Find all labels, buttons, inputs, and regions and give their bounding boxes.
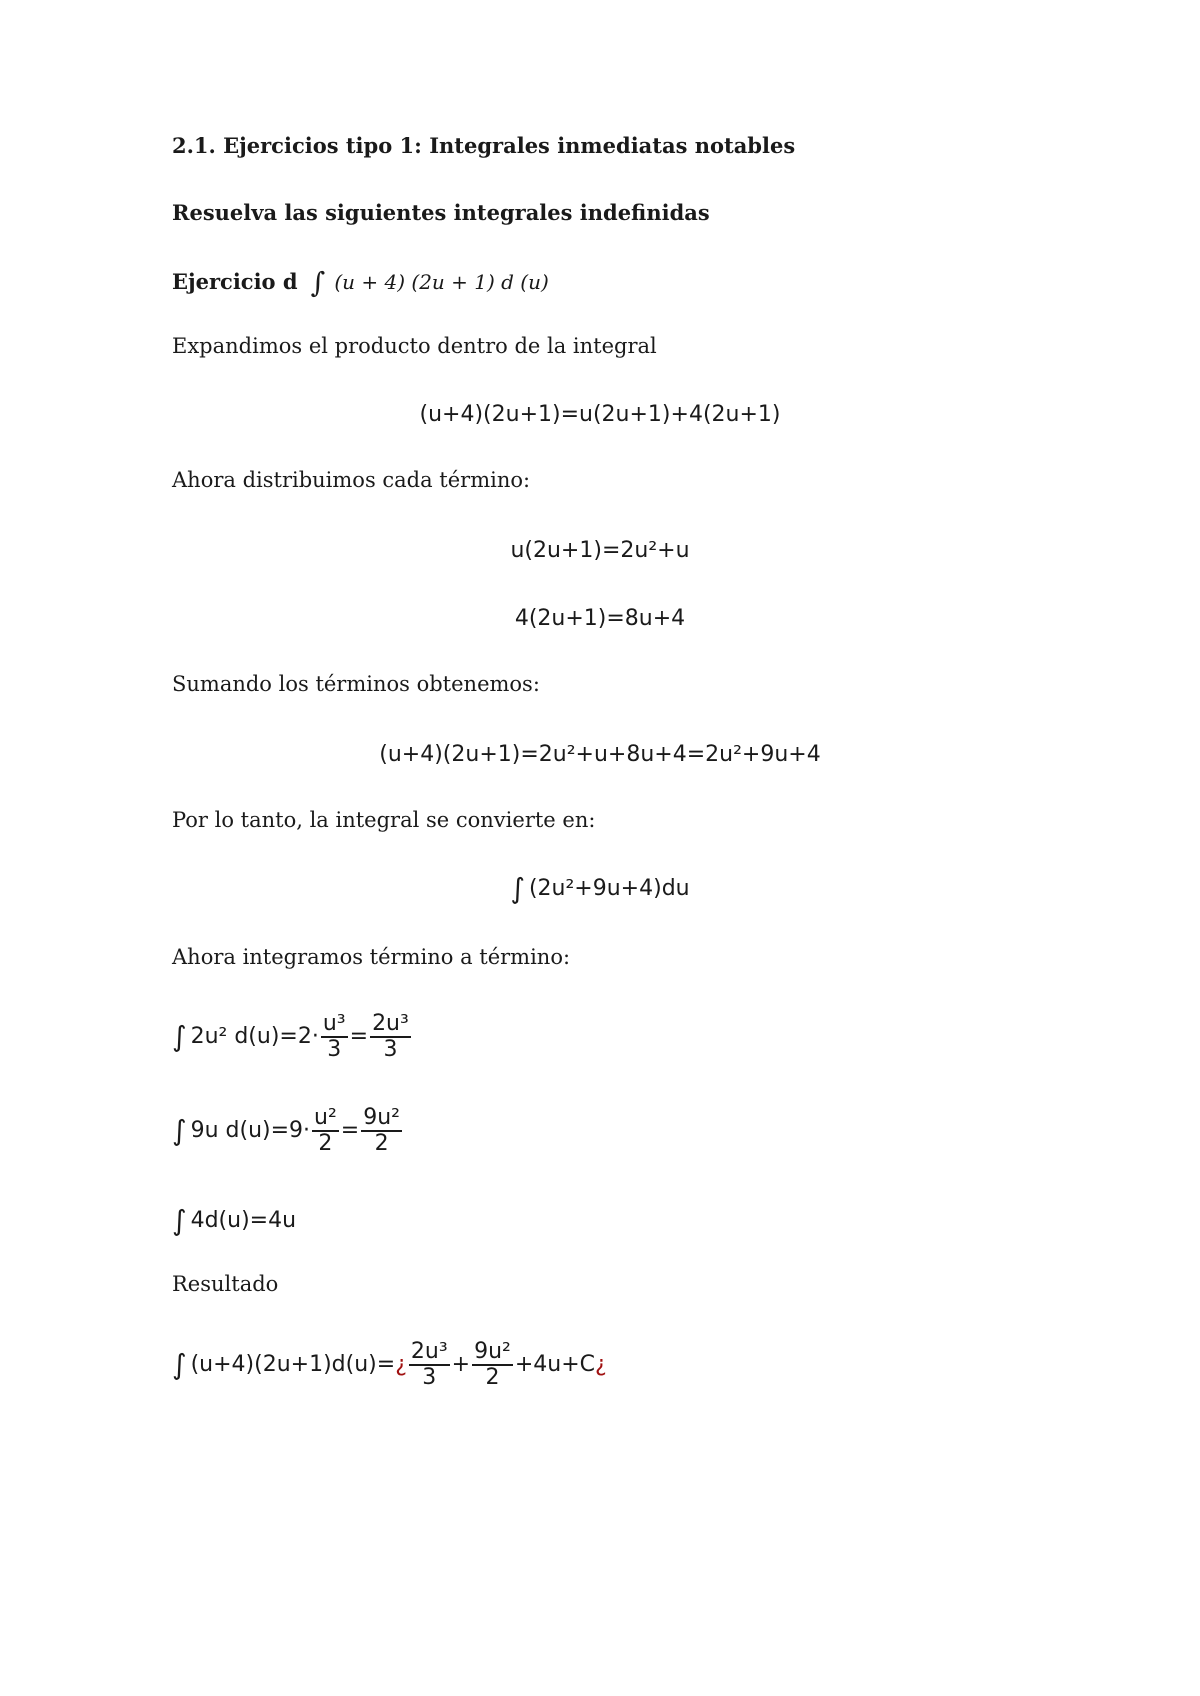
instruction: Resuelva las siguientes integrales indefinidas (172, 200, 710, 225)
result-tail: +4u+C (514, 1352, 596, 1378)
term-3-equation (172, 1204, 296, 1237)
integral-symbol: ∫ (172, 1204, 187, 1237)
integrate-text: Ahora integramos término a término: (172, 945, 571, 969)
term-2-equation (172, 1106, 404, 1156)
distribute-text: Ahora distribuimos cada término: (172, 468, 531, 492)
term-1-fraction-a: $\frac{\text{u³}}{3}$ (322, 1011, 346, 1063)
expand-equation: (u+4)(2u+1)=u(2u+1)+4(2u+1) (419, 402, 781, 427)
integral-symbol: ∫ (310, 266, 326, 299)
distribute-equation-2: 4(2u+1)=8u+4 (514, 606, 686, 631)
term-2-lhs: 9u d(u)=9· (190, 1118, 311, 1144)
convert-integrand: (2u²+9u+4)du (528, 876, 690, 901)
term-2-fraction-a: $\frac{\text{u²}}{2}$ (314, 1105, 337, 1157)
section-title: 2.1. Ejercicios tipo 1: Integrales inmediatas notables (172, 133, 796, 158)
term-1-lhs: 2u² d(u)=2· (190, 1024, 319, 1050)
convert-equation (0, 872, 1200, 905)
term-2-fraction-b: $\frac{\text{9u²}}{2}$ (363, 1105, 400, 1157)
distribute-equation-1: u(2u+1)=2u²+u (510, 538, 690, 563)
integral-symbol: ∫ (172, 1020, 187, 1054)
result-equation (172, 1340, 607, 1390)
result-text: Resultado (172, 1272, 279, 1296)
expand-text: Expandimos el producto dentro de la integral (172, 334, 657, 358)
error-mark-1: ¿ (395, 1352, 407, 1378)
integral-symbol: ∫ (172, 1348, 187, 1382)
exercise-integrand: (u + 4) (2u + 1) d (u) (334, 270, 549, 294)
term-1-equals: = (349, 1024, 369, 1050)
exercise-label: Ejercicio d (172, 269, 298, 294)
result-fraction-b: $\frac{\text{9u²}}{2}$ (474, 1339, 511, 1391)
result-fraction-a: $\frac{\text{2u³}}{3}$ (410, 1339, 448, 1391)
integral-symbol: ∫ (172, 1114, 187, 1148)
term-1-equation (172, 1012, 413, 1062)
sum-text: Sumando los términos obtenemos: (172, 672, 540, 696)
exercise-line (172, 266, 549, 299)
result-plus: + (451, 1352, 471, 1378)
convert-text: Por lo tanto, la integral se convierte en: (172, 808, 596, 832)
result-lhs: (u+4)(2u+1)d(u)= (190, 1352, 396, 1378)
term-2-equals: = (340, 1118, 360, 1144)
sum-equation: (u+4)(2u+1)=2u²+u+8u+4=2u²+9u+4 (379, 742, 821, 767)
integral-symbol: ∫ (510, 872, 525, 905)
term-1-fraction-b: $\frac{\text{2u³}}{3}$ (372, 1011, 409, 1063)
term-3-body: 4d(u)=4u (190, 1208, 297, 1233)
error-mark-2: ¿ (595, 1352, 607, 1378)
